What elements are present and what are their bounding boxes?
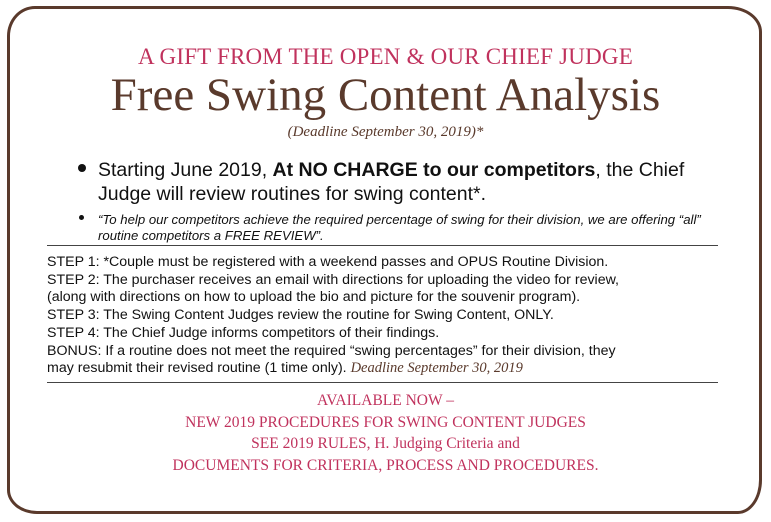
bullet-text-part1: Starting June 2019,	[98, 159, 273, 181]
step-line: STEP 1: *Couple must be registered with a weekend passes and OPUS Routine Division.	[47, 254, 609, 270]
step-line: STEP 2: The purchaser receives an email with directions for uploading the video for review,	[47, 271, 620, 288]
step-line: STEP 3: The Swing Content Judges review the routine for Swing Content, ONLY.	[47, 307, 554, 324]
divider	[47, 245, 718, 246]
bullet-text-bold: At NO CHARGE to our competitors	[272, 159, 596, 181]
step-line-text: may resubmit their revised routine (1 time only).	[47, 360, 347, 377]
bullet-no-charge	[98, 158, 718, 206]
bullet-text-part2: , the Chief Judge will review routines for swing content*.	[98, 159, 685, 205]
bullet-dot-icon	[78, 164, 86, 172]
bullet-free-review: “To help our competitors achieve the required percentage of swing for their division, we are offering “all” routine competitors a FREE REVIEW”.	[98, 212, 701, 243]
step-line: STEP 4: The Chief Judge informs competitors of their findings.	[47, 324, 440, 341]
available-line: NEW 2019 PROCEDURES FOR SWING CONTENT JUDGES	[185, 413, 586, 431]
available-now-block	[0, 390, 771, 476]
step-deadline: Deadline September 30, 2019	[350, 360, 523, 377]
bullet-dot-icon	[79, 215, 84, 220]
deadline-note: (Deadline September 30, 2019)*	[287, 124, 484, 140]
step-line: (along with directions on how to upload the bio and picture for the souvenir program).	[47, 289, 581, 306]
gift-subtitle: A GIFT FROM THE OPEN & OUR CHIEF JUDGE	[138, 44, 633, 69]
page-title: Free Swing Content Analysis	[110, 69, 661, 121]
available-line: DOCUMENTS FOR CRITERIA, PROCESS AND PROCEDURES.	[172, 456, 599, 474]
divider	[47, 382, 718, 383]
available-line: AVAILABLE NOW –	[317, 392, 454, 409]
available-line: SEE 2019 RULES, H. Judging Criteria and	[251, 435, 520, 452]
step-line: BONUS: If a routine does not meet the required “swing percentages” for their division, they	[47, 342, 616, 359]
step-line-last	[47, 360, 727, 378]
steps-list	[47, 254, 727, 378]
